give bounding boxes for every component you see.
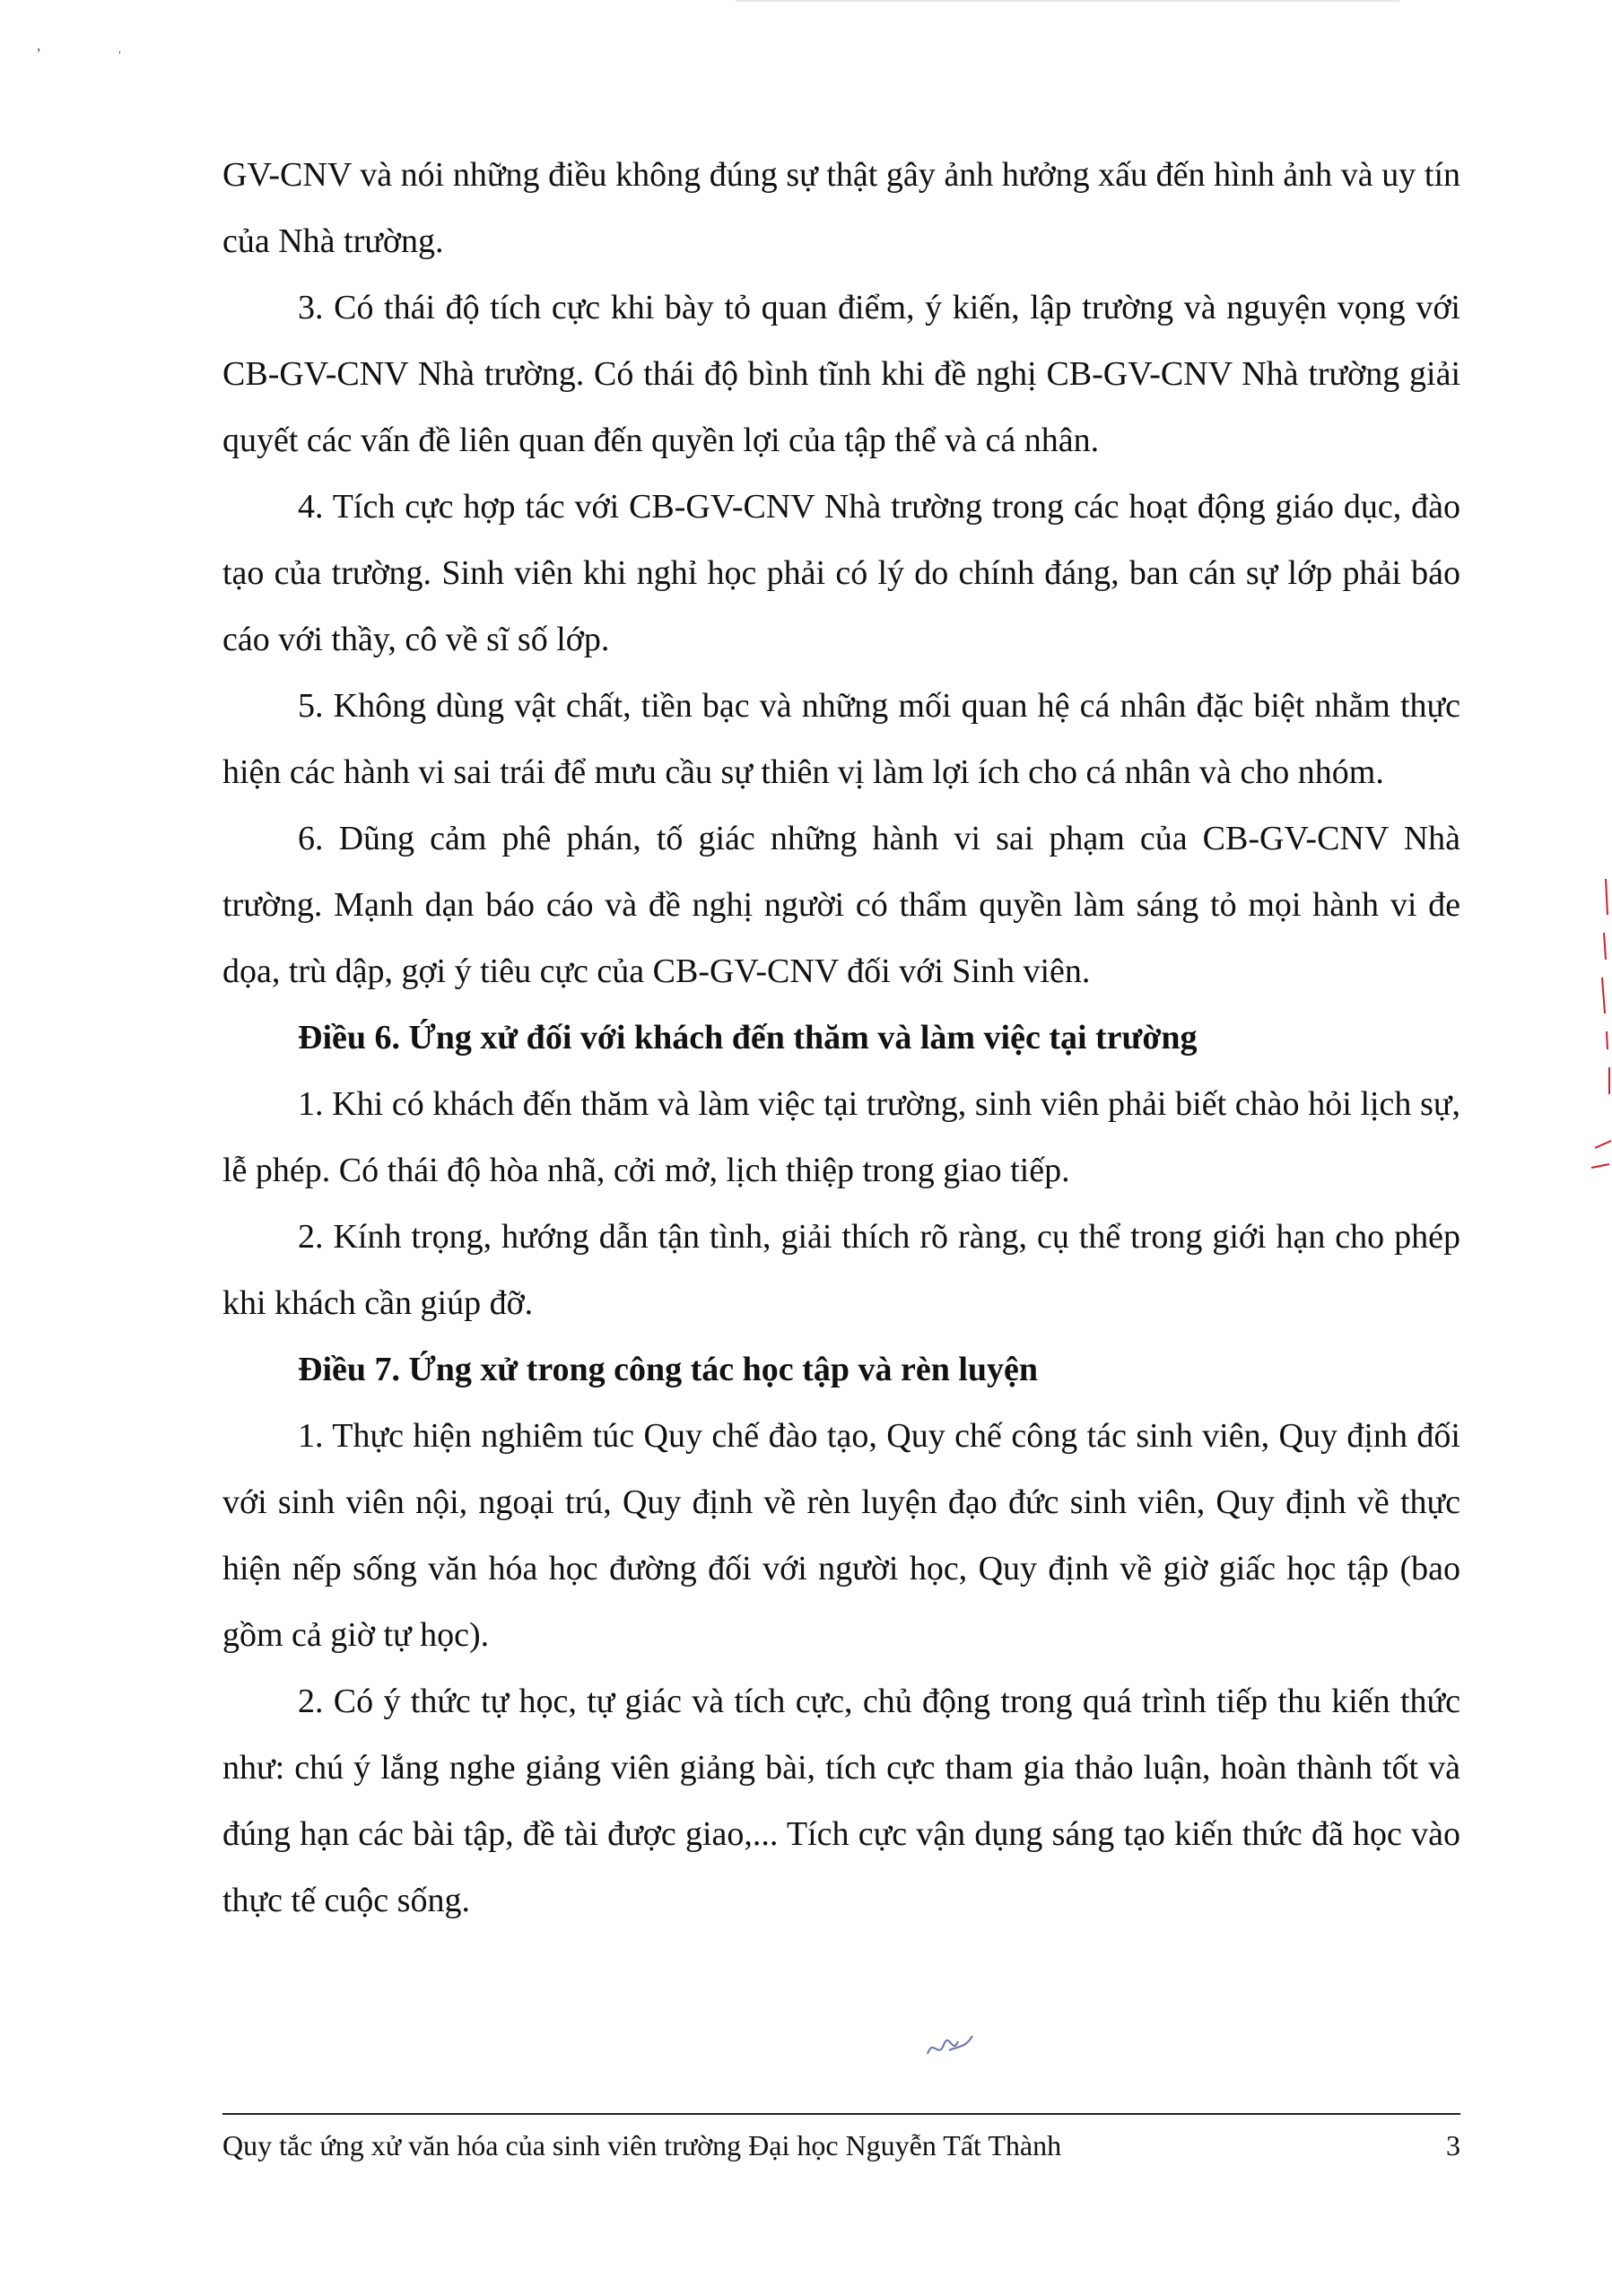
paragraph-item-6: 6. Dũng cảm phê phán, tố giác những hành vi sai phạm của CB-GV-CNV Nhà trường. Mạnh dạn báo cáo và đề nghị người có thẩm quyền làm sáng tỏ mọi hành vi đe dọa, trù dập, gợi ý tiêu cực của CB-GV-CNV đối với Sinh viên. bbox=[222, 820, 1460, 990]
handwritten-initials bbox=[922, 2029, 976, 2065]
footer-title: Quy tắc ứng xử văn hóa của sinh viên trường Đại học Nguyễn Tất Thành bbox=[222, 2129, 1062, 2161]
red-margin-marks bbox=[1579, 879, 1612, 1184]
paragraph-item-5: 5. Không dùng vật chất, tiền bạc và những mối quan hệ cá nhân đặc biệt nhằm thực hiện các hành vi sai trái để mưu cầu sự thiên vị làm lợi ích cho cá nhân và cho nhóm. bbox=[222, 687, 1460, 791]
paragraph-continuation: GV-CNV và nói những điều không đúng sự thật gây ảnh hưởng xấu đến hình ảnh và uy tín của Nhà trường. bbox=[222, 156, 1460, 260]
footer-divider bbox=[222, 2113, 1460, 2115]
paragraph-item-4: 4. Tích cực hợp tác với CB-GV-CNV Nhà trường trong các hoạt động giáo dục, đào tạo của trường. Sinh viên khi nghỉ học phải có lý do chính đáng, ban cán sự lớp phải báo cáo với thầy, cô về sĩ số lớp. bbox=[222, 488, 1460, 658]
article-7-heading: Điều 7. Ứng xử trong công tác học tập và rèn luyện bbox=[298, 1351, 1039, 1388]
article-7-item-2: 2. Có ý thức tự học, tự giác và tích cực, chủ động trong quá trình tiếp thu kiến thức như: chú ý lắng nghe giảng viên giảng bài, tích cực tham gia thảo luận, hoàn thành tốt và đúng hạn các bài tập, đề tài được giao,... Tích cực vận dụng sáng tạo kiến thức đã học vào thực tế cuộc sống. bbox=[222, 1683, 1460, 1919]
paragraph-item-3: 3. Có thái độ tích cực khi bày tỏ quan điểm, ý kiến, lập trường và nguyện vọng với CB-GV-CNV Nhà trường. Có thái độ bình tĩnh khi đề nghị CB-GV-CNV Nhà trường giải quyết các vấn đề liên quan đến quyền lợi của tập thể và cá nhân. bbox=[222, 289, 1460, 459]
article-6-heading: Điều 6. Ứng xử đối với khách đến thăm và làm việc tại trường bbox=[298, 1019, 1198, 1057]
article-6-item-2: 2. Kính trọng, hướng dẫn tận tình, giải thích rõ ràng, cụ thể trong giới hạn cho phép khi khách cần giúp đỡ. bbox=[222, 1218, 1460, 1322]
scan-edge-line bbox=[736, 0, 1399, 2]
article-7-item-1: 1. Thực hiện nghiêm túc Quy chế đào tạo, Quy chế công tác sinh viên, Quy định đối với sinh viên nội, ngoại trú, Quy định về rèn luyện đạo đức sinh viên, Quy định về thực hiện nếp sống văn hóa học đường đối với người học, Quy định về giờ giấc học tập (bao gồm cả giờ tự học). bbox=[222, 1417, 1460, 1654]
page-footer bbox=[222, 2127, 1460, 2163]
scan-artifact-dots: ‚ ˌ bbox=[36, 36, 159, 54]
page-number: 3 bbox=[1446, 2129, 1460, 2161]
article-6-item-1: 1. Khi có khách đến thăm và làm việc tại trường, sinh viên phải biết chào hỏi lịch sự, lễ phép. Có thái độ hòa nhã, cởi mở, lịch thiệp trong giao tiếp. bbox=[222, 1085, 1460, 1189]
document-body bbox=[222, 142, 1460, 1934]
